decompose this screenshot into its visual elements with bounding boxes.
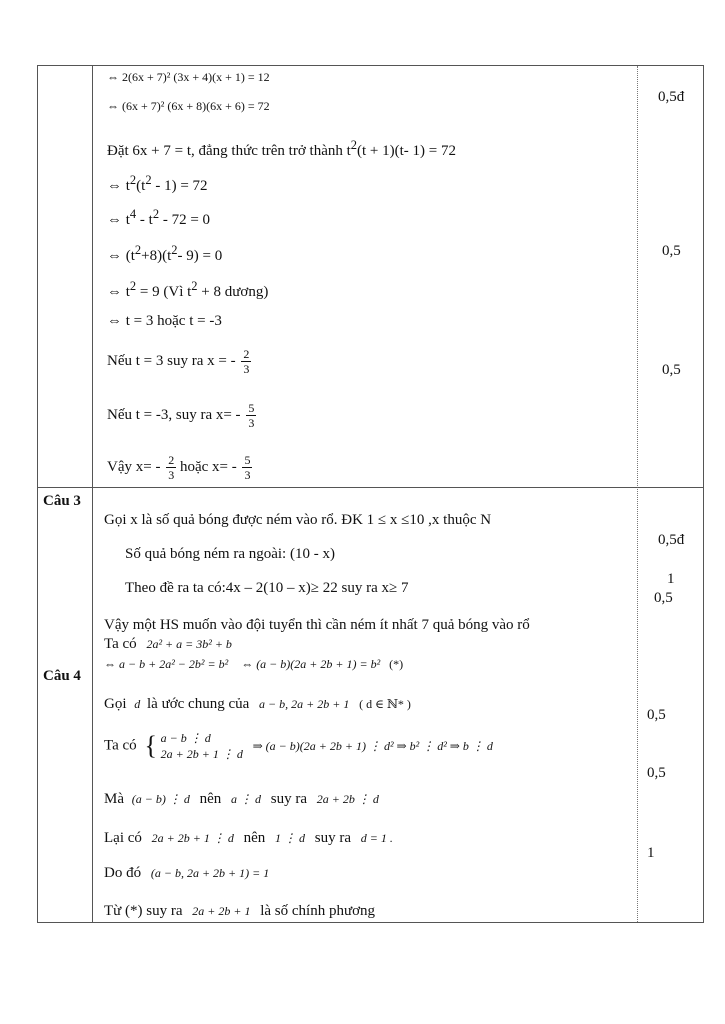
score-6: 0,5 bbox=[654, 590, 673, 606]
row-label-cau4: Câu 4 bbox=[43, 668, 81, 684]
step-line-8: Vậy x= - $\frac{2}{3}$ hoặc x= - $\frac{5}{3}$ bbox=[107, 453, 251, 482]
step-line-2: ⇔ $t^4 - t^2 - 72 = 0$ bbox=[107, 207, 211, 228]
column-divider-score bbox=[637, 66, 638, 922]
step-line-1: ⇔ $t^2(t^2 - 1) = 72$ bbox=[107, 173, 208, 194]
equation-line-1: ⇔ 2(6x + 7)² (3x + 4)(x + 1) = 12 bbox=[107, 70, 270, 84]
fraction-5-3: $\frac{5}{3}$ bbox=[244, 453, 251, 482]
fraction-2-3: $\frac{2}{3}$ bbox=[168, 453, 175, 482]
cau3-line-4: Vậy một HS muốn vào đội tuyển thì cần ném ít nhất 7 quả bóng vào rổ bbox=[104, 617, 530, 633]
row-label-cau3: Câu 3 bbox=[43, 493, 81, 509]
equation-line-2: ⇔ (6x + 7)² (6x + 8)(6x + 6) = 72 bbox=[107, 99, 270, 113]
score-2: 0,5 bbox=[662, 243, 681, 259]
step-line-5: ⇔ t = 3 hoặc t = -3 bbox=[107, 313, 222, 329]
cau4-line-8: Từ (*) suy ra 2a + 2b + 1 là số chính phương bbox=[104, 903, 376, 919]
cau3-line-3: Theo đề ra ta có:4x – 2(10 – x)≥ 22 suy ra x≥ 7 bbox=[125, 580, 409, 596]
score-8: 0,5 bbox=[647, 765, 666, 781]
step-line-6: Nếu t = 3 suy ra x = - $\frac{2}{3}$ bbox=[107, 347, 250, 376]
fraction-2-3: $\frac{2}{3}$ bbox=[243, 347, 250, 376]
cau4-line-5: Mà (a − b) ⋮ d nên a ⋮ d suy ra 2a + 2b ⋮ d bbox=[104, 791, 379, 807]
step-line-3: ⇔ $(t^2+8)(t^2-$ 9) = 0 bbox=[107, 243, 223, 264]
cau4-line-7: Do đó (a − b, 2a + 2b + 1) = 1 bbox=[104, 865, 270, 881]
score-4: 0,5đ bbox=[658, 532, 685, 548]
cau4-line-4: Ta có { a − b ⋮ d 2a + 2b + 1 ⋮ d ⇒ (a − b)(2a + 2b + 1) ⋮ d² ⇒ b² ⋮ d² ⇒ b ⋮ d bbox=[104, 731, 493, 761]
cau3-line-1: Gọi x là số quả bóng được ném vào rổ. ĐK 1 ≤ x ≤10 ,x thuộc N bbox=[104, 512, 492, 528]
cau4-line-2: ⇔ a − b + 2a² − 2b² = b² ⇔ (a − b)(2a + 2b + 1) = b² (*) bbox=[104, 657, 404, 671]
system-of-divisibility: a − b ⋮ d 2a + 2b + 1 ⋮ d bbox=[160, 731, 243, 761]
score-9: 1 bbox=[647, 845, 655, 861]
score-7: 0,5 bbox=[647, 707, 666, 723]
row-divider-cau3 bbox=[38, 487, 703, 488]
column-divider-label bbox=[92, 66, 93, 922]
fraction-5-3: $\frac{5}{3}$ bbox=[248, 401, 255, 430]
step-line-7: Nếu t = -3, suy ra x= - $\frac{5}{3}$ bbox=[107, 401, 255, 430]
cau4-line-1: Ta có 2a² + a = 3b² + b bbox=[104, 636, 232, 652]
cau4-line-3: Gọi d là ước chung của a − b, 2a + 2b + 1 ( d ∈ ℕ* ) bbox=[104, 696, 411, 712]
cau4-line-6: Lại có 2a + 2b + 1 ⋮ d nên 1 ⋮ d suy ra d = 1 . bbox=[104, 830, 393, 846]
substitution-line: Đặt 6x + 7 = t, đẳng thức trên trở thành $t^2(t + 1)(t-$ 1) = 72 bbox=[107, 138, 456, 159]
score-5: 1 bbox=[667, 571, 675, 587]
score-1: 0,5đ bbox=[658, 89, 685, 105]
step-line-4: ⇔ $t^2 = 9$ (Vì $t^2 + 8$ dương) bbox=[107, 279, 269, 300]
score-3: 0,5 bbox=[662, 362, 681, 378]
cau3-line-2: Số quả bóng ném ra ngoài: (10 - x) bbox=[125, 546, 335, 562]
